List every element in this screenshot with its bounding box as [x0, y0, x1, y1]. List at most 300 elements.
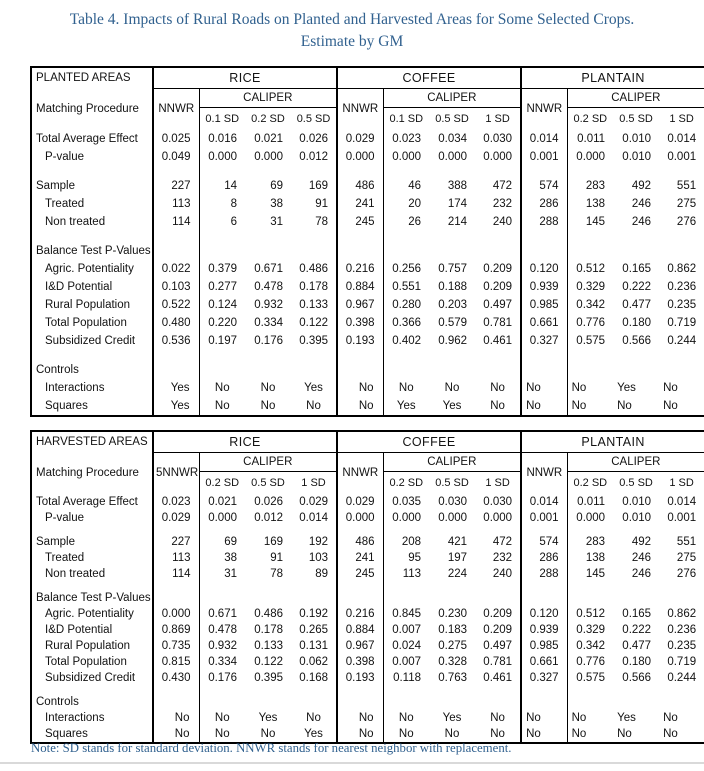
data-cell: 0.188 [438, 281, 468, 293]
spacer-cell [429, 231, 475, 242]
spacer-cell [475, 686, 521, 694]
data-cell: 0.256 [392, 263, 422, 275]
data-cell: 275 [676, 552, 697, 564]
data-cell [383, 361, 429, 379]
data-cell [291, 590, 337, 606]
data-cell: No [617, 400, 632, 412]
data-cell: 0.235 [667, 640, 697, 652]
spacer-row [31, 350, 704, 361]
data-cell: 20 [408, 198, 422, 210]
spacer-cell [383, 350, 429, 361]
table-row [31, 332, 704, 350]
data-cell: 0.220 [208, 317, 237, 329]
table-header-row [31, 67, 704, 88]
data-cell: 0.395 [291, 332, 337, 350]
data-cell: 275 [676, 198, 697, 210]
nnwr-header: NNWR [337, 88, 383, 130]
data-cell: No [398, 728, 414, 740]
data-cell: 169 [291, 177, 337, 195]
spacer-cell [245, 686, 291, 694]
data-cell: No [571, 382, 587, 394]
data-cell: 78 [291, 213, 337, 231]
data-cell: 0.575 [576, 672, 606, 684]
data-cell: 245 [337, 566, 383, 582]
data-cell: 232 [475, 195, 521, 213]
data-cell: 486 [337, 177, 383, 195]
data-cell: 227 [153, 177, 199, 195]
data-cell: No [291, 710, 337, 726]
sd-label: 0.2 SD [389, 476, 424, 489]
data-cell: 38 [224, 552, 237, 564]
data-cell: 113 [153, 195, 199, 213]
data-cell: 0.007 [392, 624, 422, 636]
data-cell: 0.478 [254, 281, 283, 293]
data-cell [659, 694, 704, 710]
data-cell: 0.486 [254, 608, 283, 620]
spacer-cell [245, 526, 291, 534]
spacer-row [31, 166, 704, 177]
data-cell: 0.030 [475, 494, 521, 510]
spacer-cell [567, 350, 613, 361]
data-cell [521, 242, 567, 260]
data-cell: 246 [631, 552, 652, 564]
spacer-cell [429, 350, 475, 361]
data-cell: 0.011 [577, 496, 606, 508]
data-cell: 14 [224, 180, 237, 192]
spacer-cell [153, 231, 199, 242]
data-cell: 0.222 [622, 281, 652, 293]
spacer-cell [153, 686, 199, 694]
table-row [31, 566, 704, 582]
data-cell: 0.180 [622, 656, 652, 668]
corner-label: HARVESTED AREAS [31, 431, 153, 452]
data-cell: 0.845 [392, 608, 422, 620]
sd-label: 0.5 SD [435, 476, 469, 489]
row-label: Non treated [31, 566, 153, 582]
row-label: Controls [31, 694, 153, 710]
data-cell: 0.165 [622, 263, 652, 275]
spacer-cell [475, 231, 521, 242]
data-cell: Yes [396, 400, 416, 412]
table-row [31, 550, 704, 566]
data-cell: No [663, 382, 678, 394]
spacer-cell [521, 526, 567, 534]
data-cell: 0.168 [291, 670, 337, 686]
matching-procedure-label: Matching Procedure [31, 88, 153, 130]
caliper-header: CALIPER [567, 452, 704, 471]
data-cell: 0.551 [392, 281, 422, 293]
spacer-cell [475, 582, 521, 590]
spacer-cell [153, 350, 199, 361]
data-cell [337, 590, 383, 606]
data-cell: 46 [408, 180, 422, 192]
spacer-cell [613, 582, 659, 590]
data-cell: 0.395 [254, 672, 283, 684]
data-cell [475, 590, 521, 606]
data-cell: 241 [337, 550, 383, 566]
data-cell: No [475, 710, 521, 726]
data-cell: 0.884 [337, 278, 383, 296]
data-cell: No [571, 400, 587, 412]
data-cell: 0.001 [521, 510, 567, 526]
sd-label: 0.2 SD [573, 112, 608, 125]
data-cell [475, 242, 521, 260]
data-cell: No [571, 728, 587, 740]
data-cell: 197 [447, 552, 468, 564]
data-cell: 0.497 [475, 638, 521, 654]
data-cell: 0.118 [393, 672, 422, 684]
data-cell: 0.379 [208, 263, 237, 275]
data-cell [153, 361, 199, 379]
data-cell: 0.030 [438, 496, 468, 508]
data-cell: 0.497 [475, 296, 521, 314]
data-cell: 0.192 [291, 606, 337, 622]
data-cell: No [444, 728, 460, 740]
data-cell [613, 242, 659, 260]
data-cell: 208 [401, 536, 422, 548]
row-label: Agric. Potentiality [31, 606, 153, 622]
data-cell: 0.023 [392, 133, 422, 145]
data-cell: Yes [153, 379, 199, 397]
data-cell: 0.461 [475, 332, 521, 350]
data-cell [153, 242, 199, 260]
row-label: Total Average Effect [31, 494, 153, 510]
data-cell: 0.178 [254, 624, 283, 636]
data-cell: 276 [676, 568, 697, 580]
bottom-divider [0, 762, 704, 764]
data-cell: 0.222 [622, 624, 652, 636]
data-cell: 0.566 [622, 335, 652, 347]
data-cell: 0.010 [622, 133, 652, 145]
data-cell: 0.985 [521, 638, 567, 654]
spacer-cell [199, 526, 245, 534]
data-cell: 0.176 [254, 335, 283, 347]
row-label: Rural Population [31, 638, 153, 654]
data-cell: 0.001 [521, 148, 567, 166]
spacer-cell [337, 231, 383, 242]
data-cell: 138 [585, 552, 606, 564]
data-cell: 472 [475, 177, 521, 195]
data-cell: 0.486 [291, 260, 337, 278]
sd-label: 0.5 SD [619, 476, 653, 489]
data-cell: 246 [631, 216, 652, 228]
data-cell: 78 [270, 568, 283, 580]
data-cell: 472 [475, 534, 521, 550]
spacer-cell [429, 582, 475, 590]
table-row [31, 622, 704, 638]
data-cell: 0.000 [337, 510, 383, 526]
data-cell: No [214, 382, 230, 394]
data-cell: 0.000 [153, 606, 199, 622]
row-label: I&D Potential [31, 278, 153, 296]
data-cell: 0.133 [291, 296, 337, 314]
sd-label: 0.5 SD [619, 112, 653, 125]
spacer-cell [521, 231, 567, 242]
data-cell: 0.000 [208, 512, 237, 524]
data-cell: 145 [585, 216, 606, 228]
row-label: Interactions [31, 379, 153, 397]
crop-header: PLANTAIN [521, 431, 704, 452]
data-cell: No [214, 712, 230, 724]
table-header-row [31, 452, 704, 471]
spacer-cell [337, 166, 383, 177]
data-cell: No [663, 712, 678, 724]
data-cell [383, 694, 429, 710]
spacer-cell [245, 166, 291, 177]
row-label: Agric. Potentiality [31, 260, 153, 278]
row-label: Balance Test P-Values [31, 242, 153, 260]
spacer-cell [475, 166, 521, 177]
data-cell: 0.480 [153, 314, 199, 332]
data-cell: 574 [521, 177, 567, 195]
data-cell [429, 590, 475, 606]
data-cell: 0.000 [475, 148, 521, 166]
data-cell: 0.522 [153, 296, 199, 314]
row-label: Treated [31, 550, 153, 566]
data-cell: 0.566 [622, 672, 652, 684]
data-cell: No [337, 397, 383, 416]
data-cell: 0.334 [208, 656, 237, 668]
data-cell: 114 [153, 213, 199, 231]
data-cell: 286 [521, 550, 567, 566]
table-row [31, 710, 704, 726]
data-cell: No [663, 400, 678, 412]
data-cell: No [153, 710, 199, 726]
data-cell: 0.029 [337, 130, 383, 148]
row-label: Subsidized Credit [31, 332, 153, 350]
data-cell: 0.193 [337, 332, 383, 350]
matching-procedure-label: Matching Procedure [31, 452, 153, 494]
data-cell: 0.007 [392, 656, 422, 668]
table-row [31, 148, 704, 166]
caliper-header: CALIPER [383, 452, 521, 471]
data-cell: 113 [153, 550, 199, 566]
data-cell: 0.579 [438, 317, 468, 329]
data-cell: 6 [230, 216, 237, 228]
data-cell: 0.735 [153, 638, 199, 654]
data-cell: 246 [631, 198, 652, 210]
data-cell: 0.478 [208, 624, 237, 636]
data-cell [199, 694, 245, 710]
spacer-cell [383, 166, 429, 177]
data-cell: 0.062 [291, 654, 337, 670]
data-cell [567, 242, 613, 260]
data-cell: 574 [521, 534, 567, 550]
data-cell [659, 590, 704, 606]
data-cell: 91 [291, 195, 337, 213]
data-cell: 0.265 [291, 622, 337, 638]
row-label: Sample [31, 177, 153, 195]
data-cell: 0.034 [438, 133, 468, 145]
data-cell: 0.183 [438, 624, 468, 636]
data-cell: No [521, 726, 567, 743]
data-cell: 0.342 [576, 640, 606, 652]
data-cell: 0.026 [254, 496, 283, 508]
spacer-cell [383, 231, 429, 242]
data-cell: 0.216 [337, 260, 383, 278]
data-cell: 0.010 [622, 496, 652, 508]
data-cell: 0.342 [576, 299, 606, 311]
row-label: Interactions [31, 710, 153, 726]
data-cell: 286 [521, 195, 567, 213]
data-cell: No [291, 397, 337, 416]
data-cell: Yes [153, 397, 199, 416]
spacer-cell [291, 686, 337, 694]
data-cell: 0.014 [667, 133, 697, 145]
table-row [31, 494, 704, 510]
data-cell: 0.024 [392, 640, 422, 652]
data-cell: 0.178 [291, 278, 337, 296]
harvested-areas-table [30, 430, 704, 744]
data-cell: No [398, 712, 414, 724]
spacer-cell [199, 231, 245, 242]
sd-label: 1 SD [291, 471, 337, 494]
spacer-cell [337, 582, 383, 590]
data-cell: 95 [408, 552, 422, 564]
data-cell [613, 694, 659, 710]
data-cell [199, 361, 245, 379]
caliper-header: CALIPER [567, 88, 704, 107]
spacer-row [31, 231, 704, 242]
data-cell: 0.000 [576, 151, 606, 163]
data-cell: 0.277 [208, 281, 237, 293]
data-cell: 31 [270, 216, 283, 228]
row-label: Squares [31, 726, 153, 743]
data-cell: 0.661 [521, 654, 567, 670]
data-cell: 0.209 [475, 622, 521, 638]
data-cell: Yes [442, 712, 462, 724]
data-cell: 551 [676, 180, 697, 192]
spacer-cell [567, 686, 613, 694]
data-cell: 492 [631, 536, 652, 548]
data-cell: 192 [291, 534, 337, 550]
spacer-cell [567, 582, 613, 590]
data-cell: 0.203 [438, 299, 468, 311]
spacer-cell [31, 231, 153, 242]
data-cell: 113 [402, 568, 422, 580]
data-cell: 0.122 [291, 314, 337, 332]
data-cell [245, 361, 291, 379]
spacer-cell [291, 526, 337, 534]
data-cell: No [214, 400, 230, 412]
spacer-cell [429, 526, 475, 534]
data-cell: 69 [224, 536, 237, 548]
data-cell: 38 [270, 198, 283, 210]
data-cell: 0.122 [254, 656, 283, 668]
spacer-cell [153, 582, 199, 590]
data-cell: 0.329 [576, 281, 606, 293]
spacer-cell [567, 526, 613, 534]
data-cell: No [337, 710, 383, 726]
data-cell: 276 [676, 216, 697, 228]
nnwr-header: NNWR [521, 88, 567, 130]
data-cell: 0.012 [254, 512, 283, 524]
data-cell: 0.334 [254, 317, 283, 329]
caliper-header: CALIPER [199, 88, 337, 107]
data-cell: 0.000 [438, 151, 468, 163]
data-cell: 0.328 [438, 656, 468, 668]
spacer-cell [613, 166, 659, 177]
data-cell: 0.512 [576, 263, 606, 275]
data-cell: No [260, 400, 276, 412]
data-cell: 0.776 [576, 317, 606, 329]
data-cell: 0.329 [576, 624, 606, 636]
data-cell [475, 361, 521, 379]
data-cell: 0.236 [667, 281, 697, 293]
spacer-cell [337, 350, 383, 361]
sd-label: 0.2 SD [251, 112, 285, 125]
table-row [31, 260, 704, 278]
spacer-cell [31, 526, 153, 534]
data-cell: No [214, 728, 230, 740]
data-cell: 0.719 [667, 656, 697, 668]
data-cell: No [521, 710, 567, 726]
data-cell: 0.216 [337, 606, 383, 622]
data-cell: 0.000 [475, 510, 521, 526]
data-cell: 0.176 [208, 672, 237, 684]
data-cell: 0.430 [153, 670, 199, 686]
data-cell: 245 [337, 213, 383, 231]
caliper-header: CALIPER [383, 88, 521, 107]
spacer-cell [567, 231, 613, 242]
data-cell: 227 [153, 534, 199, 550]
spacer-cell [429, 686, 475, 694]
crop-header: PLANTAIN [521, 67, 704, 88]
spacer-cell [291, 231, 337, 242]
row-label: Squares [31, 397, 153, 416]
data-cell [429, 361, 475, 379]
data-cell [337, 242, 383, 260]
data-cell: 0.026 [291, 130, 337, 148]
data-cell: 0.719 [667, 317, 697, 329]
data-cell: 0.000 [254, 151, 283, 163]
sd-label: 0.1 SD [389, 112, 424, 125]
data-cell: 0.209 [475, 278, 521, 296]
data-cell: Yes [291, 726, 337, 743]
spacer-cell [659, 582, 704, 590]
data-cell: 551 [676, 536, 697, 548]
data-cell: 0.575 [576, 335, 606, 347]
spacer-cell [613, 231, 659, 242]
data-cell: 288 [521, 213, 567, 231]
data-cell: 283 [585, 536, 606, 548]
data-cell: 0.197 [208, 335, 237, 347]
data-cell: 0.398 [337, 654, 383, 670]
data-cell: Yes [258, 712, 278, 724]
table-row [31, 670, 704, 686]
spacer-cell [383, 582, 429, 590]
table-row [31, 638, 704, 654]
data-cell [567, 590, 613, 606]
spacer-cell [245, 582, 291, 590]
data-cell: 0.010 [622, 151, 652, 163]
data-cell [521, 694, 567, 710]
row-label: P-value [31, 148, 153, 166]
data-cell: 0.010 [622, 512, 652, 524]
data-cell: No [475, 379, 521, 397]
data-cell: 0.671 [254, 263, 283, 275]
table-row [31, 195, 704, 213]
data-cell: 288 [521, 566, 567, 582]
table-row [31, 314, 704, 332]
table-row [31, 130, 704, 148]
data-cell: No [260, 728, 276, 740]
table-row [31, 397, 704, 416]
data-cell: 0.477 [622, 299, 652, 311]
row-label: Balance Test P-Values [31, 590, 153, 606]
planted-areas-grid [30, 66, 704, 417]
row-label: Total Population [31, 314, 153, 332]
